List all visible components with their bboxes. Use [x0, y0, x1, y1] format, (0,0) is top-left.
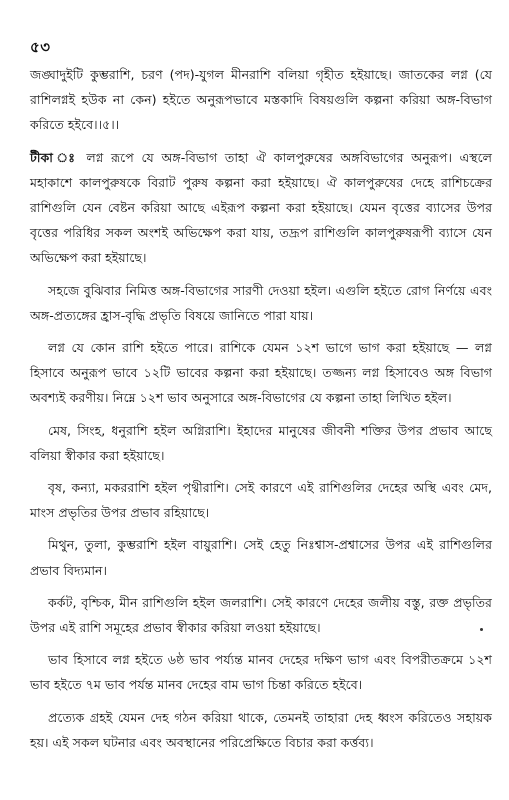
body-text: [30, 62, 492, 755]
note-lead: টীকা ঃ: [30, 149, 79, 165]
paragraph-2-note: [30, 145, 492, 271]
note-text: লগ্ন রূপে যে অঙ্গ-বিভাগ তাহা ঐ কালপুরুষের অঙ্গবিভাগের অনুরূপ। এস্থলে মহাকাশে কালপুরুষকে বিরাট পুরুষ কল্পনা করা হইয়াছে। ঐ কালপুরুষের দেহে রাশিচক্রের রাশিগুলি যেন বেষ্টন করিয়া আছে এইরূপ কল্পনা করা হইয়াছে। যেমন বৃত্তের ব্যাসের উপর বৃত্তের পরিধির সকল অংশই অভিক্ষেপ করা যায়, তদ্রূপ রাশিগুলি কালপুরুষরূপী ব্যাসে যেন অভিক্ষেপ করা হইয়াছে।: [30, 149, 493, 266]
paragraph-8-water-signs: কর্কট, বৃশ্চিক, মীন রাশিগুলি হইল জলরাশি। সেই কারণে দেহের জলীয় বস্তু, রক্ত প্রভৃতির উপর এই রাশি সমূহের প্রভাব স্বীকার করিয়া লওয়া হইয়াছে।: [30, 594, 492, 636]
page-number: ৫৩: [30, 38, 51, 56]
paragraph-10: প্রত্যেক গ্রহই যেমন দেহ গঠন করিয়া থাকে, তেমনই তাহারা দেহ ধ্বংস করিতেও সহায়ক হয়। এই সকল ঘটনার এবং অবস্থানের পরিপ্রেক্ষিতে বিচার করা কর্ত্তব্য।: [30, 709, 492, 750]
paragraph-7-air-signs: মিথুন, তুলা, কুম্ভরাশি হইল বায়ুরাশি। সেই হেতু নিঃশ্বাস-প্রশ্বাসের উপর এই রাশিগুলির প্রভাব বিদ্যমান।: [30, 537, 492, 578]
paragraph-6-earth-signs: বৃষ, কন্যা, মকররাশি হইল পৃথ্বীরাশি। সেই কারণে এই রাশিগুলির দেহের অস্থি এবং মেদ, মাংস প্রভৃতির উপর প্রভাব রহিয়াছে।: [30, 480, 492, 521]
margin-dot: [480, 628, 483, 631]
paragraph-1: জঙ্ঘাদুইটি কুম্ভরাশি, চরণ (পদ)-যুগল মীনরাশি বলিয়া গৃহীত হইয়াছে। জাতকের লগ্ন (যে রাশিলগ্নই হউক না কেন) হইতে অনুরূপভাবে মস্তকাদি বিষয়গুলি কল্পনা করিয়া অঙ্গ-বিভাগ করিতে হইবে।।৫।।: [30, 67, 492, 133]
paragraph-9: ভাব হিসাবে লগ্ন হইতে ৬ষ্ঠ ভাব পর্য্যন্ত মানব দেহের দক্ষিণ ভাগ এবং বিপরীতক্রমে ১২শ ভাব হইতে ৭ম ভাব পর্যন্ত মানব দেহের বাম ভাগ চিন্তা করিতে হইবে।: [30, 652, 492, 693]
paragraph-3: সহজে বুঝিবার নিমিত্ত অঙ্গ-বিভাগের সারণী দেওয়া হইল। এগুলি হইতে রোগ নির্ণয়ে এবং অঙ্গ-প্রত্যঙ্গের হ্রাস-বৃদ্ধি প্রভৃতি বিষয়ে জানিতে পারা যায়।: [30, 282, 492, 323]
paragraph-4: লগ্ন যে কোন রাশি হইতে পারে। রাশিকে যেমন ১২শ ভাগে ভাগ করা হইয়াছে — লগ্ন হিসাবে অনুরূপ ভাবে ১২টি ভাবের কল্পনা করা হইয়াছে। তজ্জন্য লগ্ন হিসাবেও অঙ্গ বিভাগ অবশ্যই করণীয়। নিম্নে ১২শ ভাব অনুসারে অঙ্গ-বিভাগের যে কল্পনা তাহা লিখিত হইল।: [30, 340, 492, 406]
paragraph-5-fire-signs: মেষ, সিংহ, ধনুরাশি হইল অগ্নিরাশি। ইহাদের মানুষের জীবনী শক্তির উপর প্রভাব আছে বলিয়া স্বীকার করা হইয়াছে।: [30, 422, 492, 463]
